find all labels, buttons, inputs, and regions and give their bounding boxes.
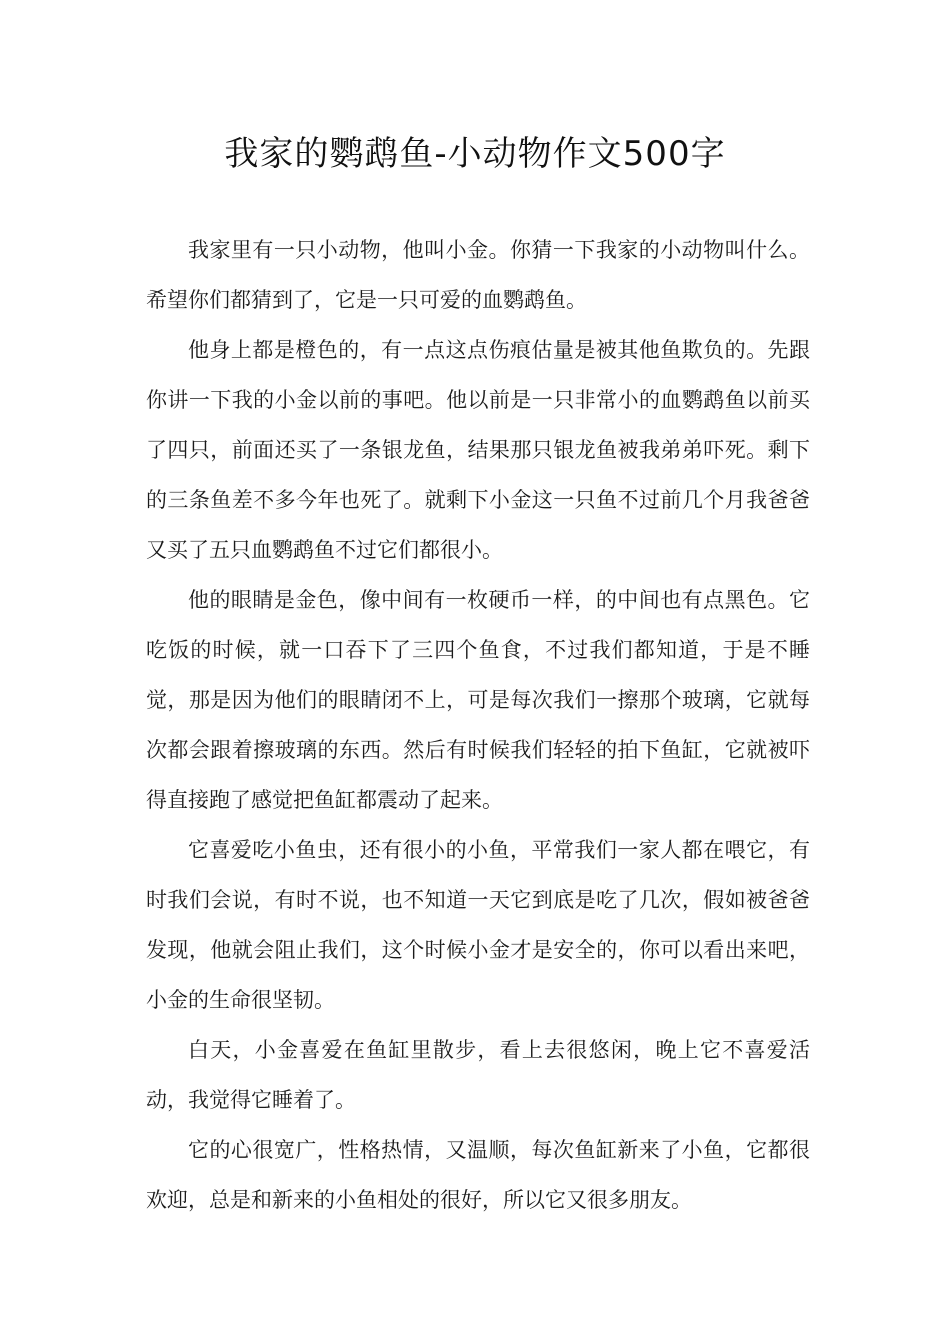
paragraph: 他身上都是橙色的，有一点这点伤痕估量是被其他鱼欺负的。先跟你讲一下我的小金以前的事吧。他以前是一只非常小的血鹦鹉鱼以前买了四只，前面还买了一条银龙鱼，结果那只银龙鱼被我弟弟吓死。剩下的三条鱼差不多今年也死了。就剩下小金这一只鱼不过前几个月我爸爸又买了五只血鹦鹉鱼不过它们都很小。 <box>146 338 810 562</box>
paragraph: 白天，小金喜爱在鱼缸里散步，看上去很悠闲，晚上它不喜爱活动，我觉得它睡着了。 <box>146 1038 810 1112</box>
document-body <box>146 225 810 1225</box>
document-title: 我家的鹦鹉鱼-小动物作文500字 <box>224 134 726 174</box>
paragraph: 我家里有一只小动物，他叫小金。你猜一下我家的小动物叫什么。希望你们都猜到了，它是一只可爱的血鹦鹉鱼。 <box>146 238 810 312</box>
paragraph: 它喜爱吃小鱼虫，还有很小的小鱼，平常我们一家人都在喂它，有时我们会说，有时不说，也不知道一天它到底是吃了几次，假如被爸爸发现，他就会阻止我们，这个时候小金才是安全的，你可以看出来吧，小金的生命很坚韧。 <box>146 838 810 1012</box>
paragraph: 他的眼睛是金色，像中间有一枚硬币一样，的中间也有点黑色。它吃饭的时候，就一口吞下了三四个鱼食，不过我们都知道，于是不睡觉，那是因为他们的眼睛闭不上，可是每次我们一擦那个玻璃，它就每次都会跟着擦玻璃的东西。然后有时候我们轻轻的拍下鱼缸，它就被吓得直接跑了感觉把鱼缸都震动了起来。 <box>146 588 810 812</box>
paragraph: 它的心很宽广，性格热情，又温顺，每次鱼缸新来了小鱼，它都很欢迎，总是和新来的小鱼相处的很好，所以它又很多朋友。 <box>146 1138 810 1212</box>
